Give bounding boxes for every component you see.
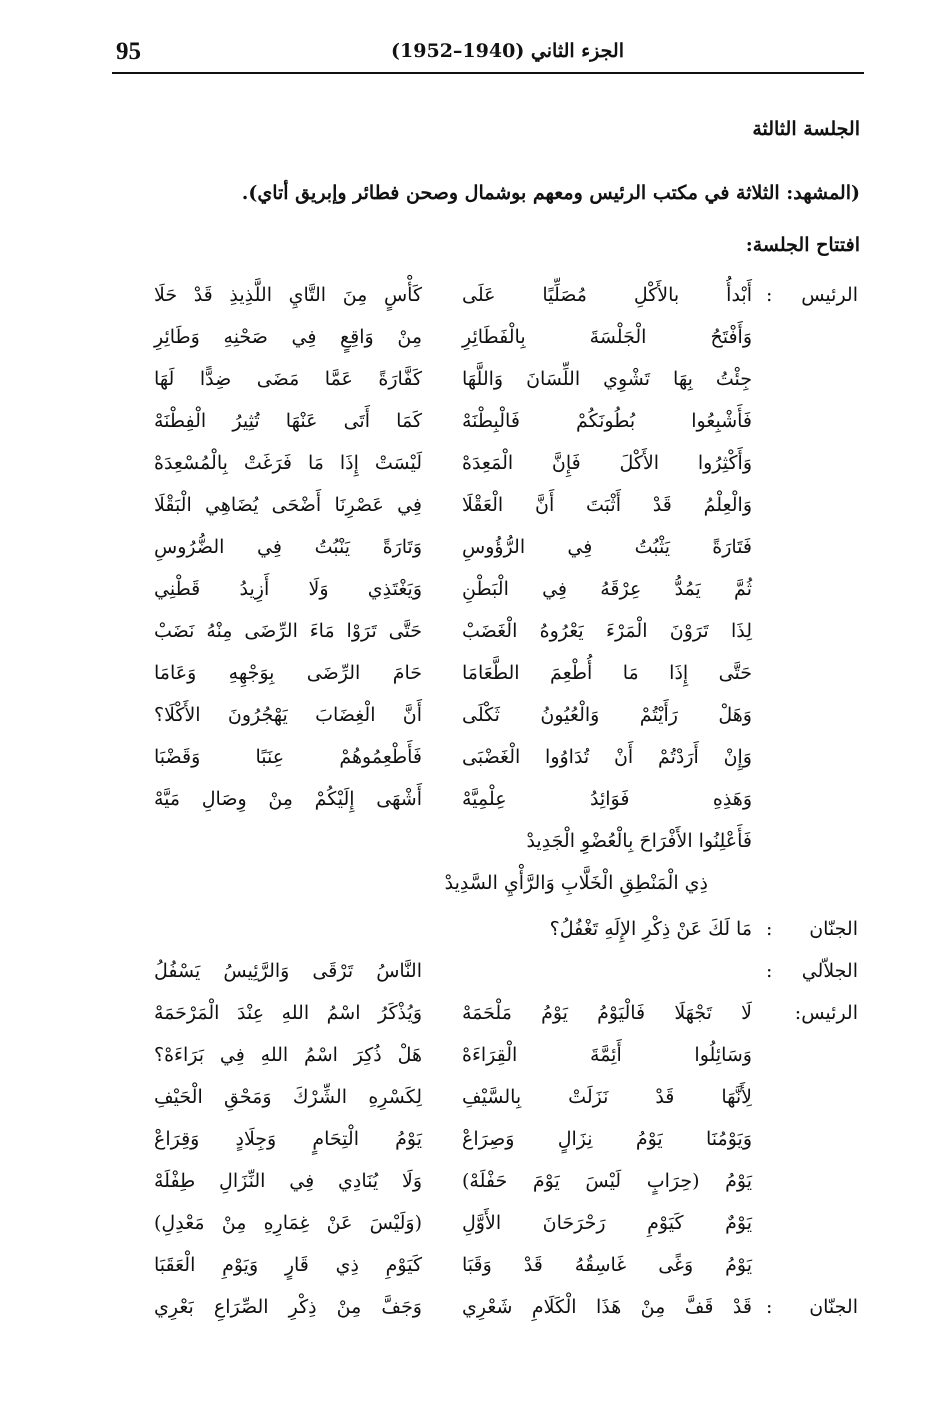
- verse-line: [0, 788, 944, 824]
- verse-line: [0, 1254, 944, 1290]
- continuation-line: [0, 872, 944, 908]
- verse-line: [0, 1086, 944, 1122]
- verse-line: [0, 1128, 944, 1164]
- verse-line: [0, 1002, 944, 1038]
- second-hemistich: وَيُذْكَرُ اسْمُ اللهِ عِنْدَ الْمَرْحَمَهْ: [154, 1002, 422, 1024]
- first-hemistich: وَأَفْتَحُ الْجَلْسَةَ بِالْفَطَائِرِ: [462, 326, 752, 348]
- continuation-line: [0, 830, 944, 866]
- first-hemistich: مَا لَكَ عَنْ ذِكْرِ الإِلَهِ تَغْفُلُ؟: [549, 918, 752, 940]
- verse-line: [0, 620, 944, 656]
- second-hemistich: حَامَ الرِّضَى بِوَجْهِهِ وَعَامَا: [154, 662, 422, 684]
- second-hemistich: كَيَوْمِ ذِي قَارٍ وَيَوْمِ الْعَقَبَا: [154, 1254, 422, 1276]
- verse-line: [0, 662, 944, 698]
- speaker-name: الجنّان: [809, 918, 858, 940]
- speaker-colon: :: [766, 1296, 773, 1318]
- second-hemistich: فِي عَصْرِنَا أَضْحَى يُضَاهِي الْبَقْلَا: [154, 494, 422, 516]
- second-hemistich: وَلَا يُنَادِي فِي النِّزَالِ طِفْلَهْ: [154, 1170, 422, 1192]
- opening-heading: افتتاح الجلسة:: [745, 234, 860, 256]
- second-hemistich: وَتَارَةً يَنْبُتُ فِي الضُّرُوسِ: [154, 536, 422, 558]
- speaker-name: الرئيس:: [794, 1002, 858, 1024]
- speaker-name: الرئيس: [801, 284, 858, 306]
- speaker-colon: :: [766, 960, 773, 982]
- page-header: [112, 34, 864, 74]
- second-hemistich: يَوْمُ الْتِحَامٍ وَجِلَادٍ وَقِرَاعْ: [154, 1128, 422, 1150]
- verse-line: [0, 960, 944, 996]
- verse-line: [0, 326, 944, 362]
- first-hemistich: يَوْمٌ كَيَوْمِ رَحْرَحَانَ الأَوَّلِ: [462, 1212, 752, 1234]
- section-title: الجلسة الثالثة: [752, 118, 860, 140]
- first-hemistich: وَسَائِلُوا أَئِمَّةَ الْقِرَاءَهْ: [462, 1044, 752, 1066]
- page-number: 95: [116, 38, 141, 65]
- second-hemistich: حَتَّى تَرَوْا مَاءَ الرِّضَى مِنْهُ نَضَبْ: [154, 620, 422, 642]
- verse-line: [0, 410, 944, 446]
- verse-line: [0, 452, 944, 488]
- second-hemistich: كَمَا أَتَى عَنْهَا تُثِيرُ الْفِطْنَهْ: [154, 410, 422, 432]
- speaker-colon: :: [766, 918, 773, 940]
- verse-line: [0, 1296, 944, 1332]
- scene-direction: (المشهد: الثلاثة في مكتب الرئيس ومعهم بوشمال وصحن فطائر وإبريق أتاي).: [241, 182, 860, 204]
- running-head: الجزء الثاني (1940–1952): [391, 40, 624, 62]
- first-hemistich: جِئْتُ بِهَا تَشْوِي اللِّسَانَ وَاللَّهَا: [462, 368, 752, 390]
- first-hemistich: يَوْمُ وَغًى غَاسِقُهُ قَدْ وَقَبَا: [462, 1254, 752, 1276]
- second-hemistich: مِنْ وَاقِعٍ فِي صَحْنِهِ وَطَائِرِ: [154, 326, 422, 348]
- verse-line: [0, 918, 944, 954]
- first-hemistich: فَتَارَةً يَثْبُتُ فِي الرُّؤُوسِ: [462, 536, 752, 558]
- second-hemistich: النَّاسُ تَرْقَى وَالرَّئِيسُ يَسْفُلُ: [154, 960, 422, 982]
- verse-line: [0, 578, 944, 614]
- second-hemistich: أَشْهَى إِلَيْكُمْ مِنْ وِصَالِ مَيَّهْ: [154, 788, 422, 810]
- verse-line: [0, 536, 944, 572]
- verse-line: [0, 746, 944, 782]
- second-hemistich: وَيَغْتَذِي وَلَا أَزِيدُ قَطْنِي: [154, 578, 422, 600]
- speaker-name: الجلاّلي: [801, 960, 858, 982]
- first-hemistich: لِذَا تَرَوْنَ الْمَرْءَ يَعْرُوهُ الْغَضَبْ: [462, 620, 752, 642]
- first-hemistich: فَأَشْبِعُوا بُطُونَكُمْ فَالْبِطْنَهْ: [462, 410, 752, 432]
- verse-line: [0, 494, 944, 530]
- second-hemistich: أَنَّ الْغِضَابَ يَهْجُرُونَ الأَكْلَا؟: [154, 704, 422, 726]
- continuation-text: ذِي الْمَنْطِقِ الْخَلَّابِ وَالرَّأْيِ السَّدِيدْ: [444, 872, 708, 894]
- second-hemistich: كَفَّارَةً عَمَّا مَضَى ضِدًّا لَهَا: [154, 368, 422, 390]
- first-hemistich: حَتَّى إِذَا مَا أُطْعِمَ الطَّعَامَا: [462, 662, 752, 684]
- first-hemistich: وَالْعِلْمُ قَدْ أَثْبَتَ أَنَّ الْعَقْلَا: [462, 494, 752, 516]
- second-hemistich: فَأَطْعِمُوهُمْ عِنَبًا وَقَضْبَا: [154, 746, 422, 768]
- first-hemistich: وَإِنْ أَرَدْتُمْ أَنْ تُدَاوُوا الْغَضْبَى: [462, 746, 752, 768]
- speaker-name: الجنّان: [809, 1296, 858, 1318]
- verse-line: [0, 368, 944, 404]
- second-hemistich: كَأْسٍ مِنَ التَّايِ اللَّذِيذِ قَدْ حَلَا: [154, 284, 422, 306]
- second-hemistich: هَلْ ذُكِرَ اسْمُ اللهِ فِي بَرَاءَهْ؟: [154, 1044, 422, 1066]
- first-hemistich: لِأَنَّهَا قَدْ نَزَلَتْ بِالسَّيْفِ: [462, 1086, 752, 1108]
- verse-line: [0, 704, 944, 740]
- verse-line: [0, 1044, 944, 1080]
- speaker-colon: :: [766, 284, 773, 306]
- first-hemistich: يَوْمُ (حِرَابٍ لَيْسَ يَوْمَ حَفْلَهْ): [462, 1170, 752, 1192]
- second-hemistich: لَيْسَتْ إِذَا مَا فَرَغَتْ بِالْمُسْعِدَهْ: [154, 452, 422, 474]
- second-hemistich: لِكَسْرِهِ الشِّرْكَ وَمَحْقِ الْحَيْفِ: [154, 1086, 422, 1108]
- first-hemistich: أَبْدأُ بالأَكْلِ مُصَلِّيًا عَلَى: [462, 284, 752, 306]
- first-hemistich: وَهَذِهِ فَوَائِدُ عِلْمِيَّهْ: [462, 788, 752, 810]
- continuation-text: فَأَعْلِنُوا الأَفْرَاحَ بِالْعُضْوِ الْجَدِيدْ: [526, 830, 752, 852]
- first-hemistich: قَدْ قَفَّ مِنْ هَذَا الْكَلَامِ شَعْرِي: [462, 1296, 752, 1318]
- first-hemistich: وَيَوْمُنَا يَوْمُ نِزَالٍ وَصِرَاعْ: [462, 1128, 752, 1150]
- verse-line: [0, 1212, 944, 1248]
- second-hemistich: وَجَفَّ مِنْ ذِكْرِ الصِّرَاعِ بَعْرِي: [154, 1296, 422, 1318]
- first-hemistich: لَا تَجْهَلَا فَالْيَوْمُ يَوْمُ مَلْحَمَهْ: [462, 1002, 752, 1024]
- second-hemistich: (وَلَيْسَ عَنْ غِمَارِهِ مِنْ مَعْدِلِ): [154, 1212, 422, 1234]
- first-hemistich: وَأَكْثِرُوا الأَكْلَ فَإِنَّ الْمَعِدَهْ: [462, 452, 752, 474]
- first-hemistich: ثُمَّ يَمُدُّ عِرْقَهُ فِي الْبَطْنِ: [462, 578, 752, 600]
- verse-line: [0, 1170, 944, 1206]
- verse-line: [0, 284, 944, 320]
- first-hemistich: وَهَلْ رَأَيْتُمْ وَالْعُيُونُ ثَكْلَى: [462, 704, 752, 726]
